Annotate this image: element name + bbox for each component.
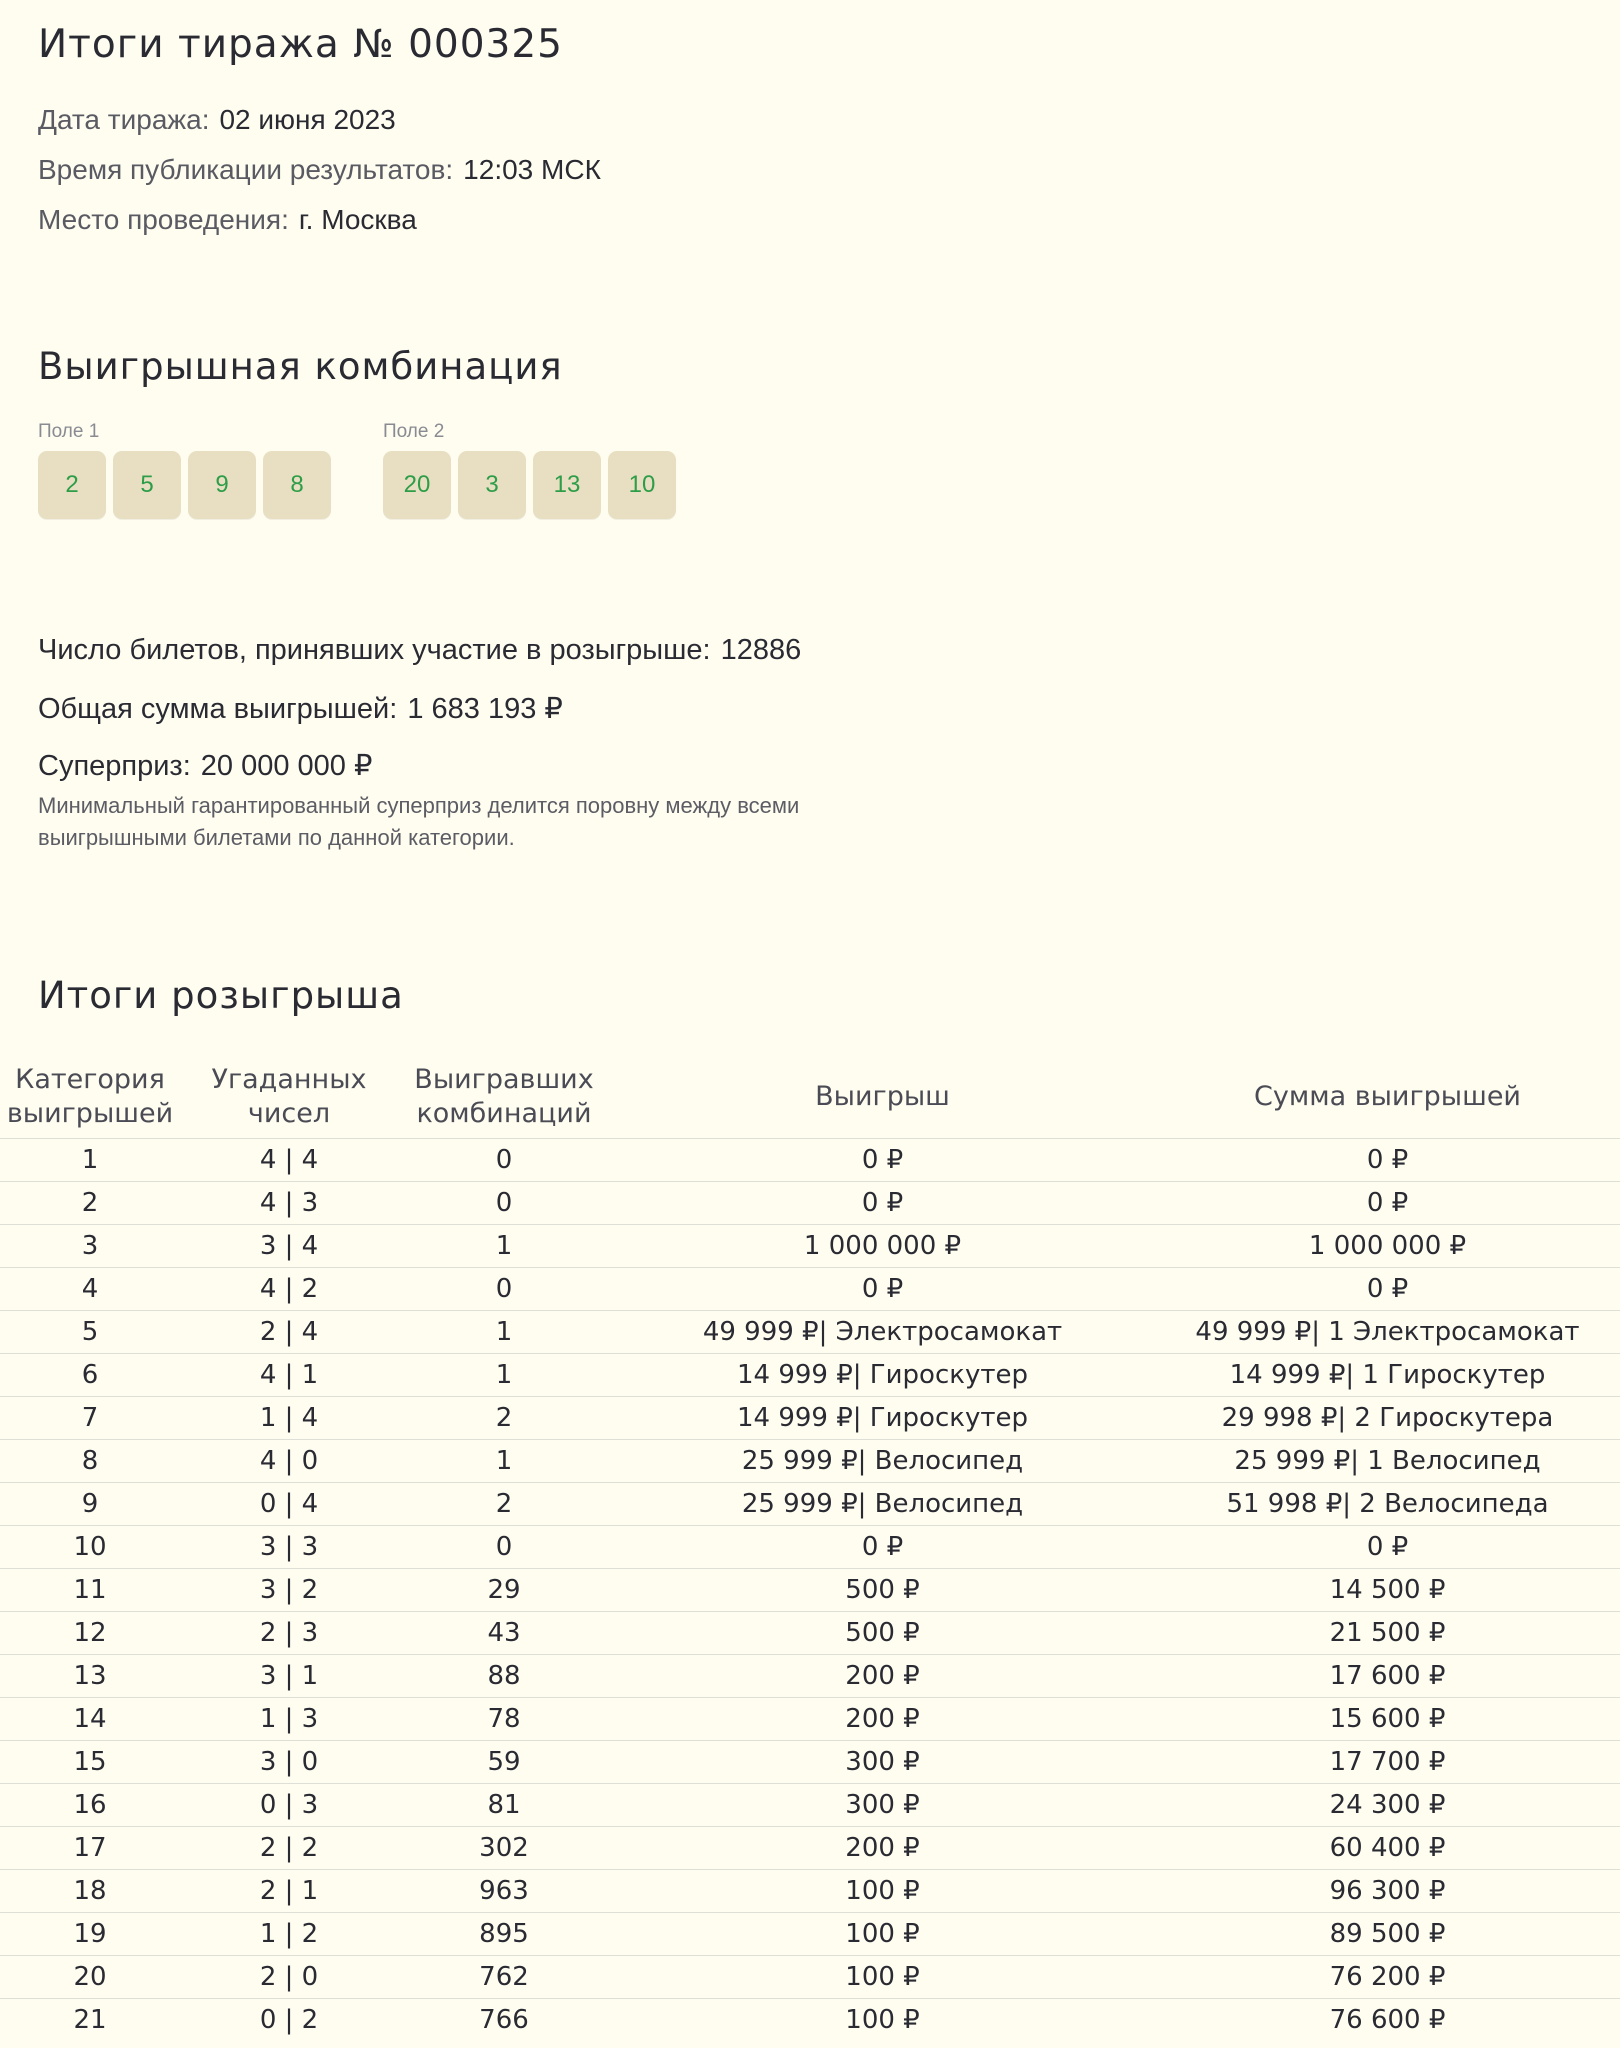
cell-category: 16 [0,1784,180,1827]
cell-guessed: 4 | 3 [180,1182,398,1225]
total-winnings-label: Общая сумма выигрышей: [38,693,398,725]
cell-prize-total: 96 300 ₽ [1155,1870,1620,1913]
cell-prize: 300 ₽ [610,1784,1155,1827]
cell-prize-total: 14 500 ₽ [1155,1569,1620,1612]
field1-balls [38,451,331,519]
page-title: Итоги тиража № 000325 [38,22,563,67]
cell-category: 5 [0,1311,180,1354]
table-row [0,1569,1620,1612]
total-winnings-value: 1 683 193 ₽ [407,693,563,725]
cell-winning-combos: 1 [398,1225,610,1268]
cell-guessed: 0 | 2 [180,1999,398,2042]
tickets-count [38,634,801,667]
table-row [0,1655,1620,1698]
table-row [0,1268,1620,1311]
cell-guessed: 2 | 3 [180,1612,398,1655]
combination-title: Выигрышная комбинация [38,345,563,388]
cell-prize-total: 17 700 ₽ [1155,1741,1620,1784]
col-header-guessed: Угаданных чисел [211,1064,367,1129]
table-row [0,1784,1620,1827]
cell-guessed: 3 | 3 [180,1526,398,1569]
table-row [0,1741,1620,1784]
cell-winning-combos: 302 [398,1827,610,1870]
cell-winning-combos: 43 [398,1612,610,1655]
cell-prize: 49 999 ₽| Электросамокат [610,1311,1155,1354]
cell-category: 20 [0,1956,180,1999]
cell-prize-total: 21 500 ₽ [1155,1612,1620,1655]
cell-winning-combos: 0 [398,1182,610,1225]
cell-winning-combos: 59 [398,1741,610,1784]
cell-winning-combos: 78 [398,1698,610,1741]
cell-category: 21 [0,1999,180,2042]
cell-category: 3 [0,1225,180,1268]
table-row [0,1311,1620,1354]
field2-balls [383,451,676,519]
draw-date-label: Дата тиража: [38,104,210,135]
cell-guessed: 4 | 4 [180,1139,398,1182]
cell-category: 9 [0,1483,180,1526]
table-row [0,1440,1620,1483]
publication-time [38,154,601,186]
cell-winning-combos: 1 [398,1354,610,1397]
cell-prize-total: 14 999 ₽| 1 Гироскутер [1155,1354,1620,1397]
table-row [0,1483,1620,1526]
cell-guessed: 3 | 0 [180,1741,398,1784]
cell-prize-total: 0 ₽ [1155,1182,1620,1225]
table-row [0,1397,1620,1440]
tickets-count-value: 12886 [720,634,802,666]
ball: 10 [608,451,676,519]
cell-prize: 100 ₽ [610,1870,1155,1913]
cell-prize-total: 24 300 ₽ [1155,1784,1620,1827]
tickets-count-label: Число билетов, принявших участие в розыгрыше: [38,634,711,666]
table-row [0,1182,1620,1225]
cell-category: 15 [0,1741,180,1784]
ball: 2 [38,451,106,519]
superprize-value: 20 000 000 ₽ [200,750,373,782]
cell-prize-total: 76 200 ₽ [1155,1956,1620,1999]
cell-winning-combos: 29 [398,1569,610,1612]
table-row [0,1354,1620,1397]
cell-category: 10 [0,1526,180,1569]
cell-category: 6 [0,1354,180,1397]
cell-winning-combos: 0 [398,1526,610,1569]
cell-prize-total: 15 600 ₽ [1155,1698,1620,1741]
ball: 13 [533,451,601,519]
cell-winning-combos: 1 [398,1311,610,1354]
cell-guessed: 3 | 1 [180,1655,398,1698]
table-header-row [0,1056,1620,1139]
cell-guessed: 4 | 1 [180,1354,398,1397]
cell-category: 18 [0,1870,180,1913]
cell-prize: 200 ₽ [610,1698,1155,1741]
cell-guessed: 1 | 3 [180,1698,398,1741]
draw-place-value: г. Москва [298,204,417,235]
cell-prize-total: 51 998 ₽| 2 Велосипеда [1155,1483,1620,1526]
cell-prize: 0 ₽ [610,1526,1155,1569]
draw-place-label: Место проведения: [38,204,289,235]
publication-time-value: 12:03 МСК [463,154,601,185]
cell-prize: 25 999 ₽| Велосипед [610,1440,1155,1483]
col-header-winning-combos: Выигравших комбинаций [414,1064,594,1129]
cell-category: 14 [0,1698,180,1741]
cell-prize: 100 ₽ [610,1999,1155,2042]
cell-winning-combos: 963 [398,1870,610,1913]
cell-category: 7 [0,1397,180,1440]
cell-category: 12 [0,1612,180,1655]
cell-prize: 14 999 ₽| Гироскутер [610,1354,1155,1397]
draw-date [38,104,396,136]
cell-category: 1 [0,1139,180,1182]
ball: 20 [383,451,451,519]
cell-prize: 200 ₽ [610,1827,1155,1870]
cell-winning-combos: 2 [398,1397,610,1440]
cell-prize-total: 0 ₽ [1155,1526,1620,1569]
cell-prize-total: 76 600 ₽ [1155,1999,1620,2042]
field2-label: Поле 2 [383,421,445,442]
cell-category: 17 [0,1827,180,1870]
cell-prize: 300 ₽ [610,1741,1155,1784]
cell-category: 19 [0,1913,180,1956]
table-row [0,1999,1620,2042]
cell-winning-combos: 88 [398,1655,610,1698]
cell-category: 8 [0,1440,180,1483]
cell-prize-total: 25 999 ₽| 1 Велосипед [1155,1440,1620,1483]
cell-guessed: 2 | 0 [180,1956,398,1999]
table-row [0,1913,1620,1956]
cell-prize: 100 ₽ [610,1956,1155,1999]
cell-category: 4 [0,1268,180,1311]
cell-winning-combos: 895 [398,1913,610,1956]
table-row [0,1526,1620,1569]
col-header-prize: Выигрыш [815,1081,950,1112]
cell-prize: 0 ₽ [610,1268,1155,1311]
table-row [0,1870,1620,1913]
cell-winning-combos: 766 [398,1999,610,2042]
cell-guessed: 4 | 0 [180,1440,398,1483]
cell-category: 2 [0,1182,180,1225]
cell-guessed: 1 | 2 [180,1913,398,1956]
cell-winning-combos: 762 [398,1956,610,1999]
cell-prize: 500 ₽ [610,1569,1155,1612]
cell-guessed: 2 | 4 [180,1311,398,1354]
cell-prize: 0 ₽ [610,1139,1155,1182]
table-row [0,1612,1620,1655]
cell-prize-total: 60 400 ₽ [1155,1827,1620,1870]
draw-date-value: 02 июня 2023 [219,104,396,135]
superprize-note: Минимальный гарантированный суперприз делится поровну между всеми выигрышными билетами по данной категории. [38,793,800,850]
superprize [38,748,372,783]
draw-place [38,204,417,236]
field1-label: Поле 1 [38,421,100,442]
total-winnings [38,691,563,726]
cell-guessed: 3 | 2 [180,1569,398,1612]
results-title: Итоги розыгрыша [38,974,404,1017]
cell-prize-total: 0 ₽ [1155,1268,1620,1311]
results-table [0,1056,1620,2041]
cell-prize-total: 89 500 ₽ [1155,1913,1620,1956]
table-row [0,1139,1620,1182]
publication-time-label: Время публикации результатов: [38,154,454,185]
cell-prize: 1 000 000 ₽ [610,1225,1155,1268]
cell-prize: 100 ₽ [610,1913,1155,1956]
cell-prize: 25 999 ₽| Велосипед [610,1483,1155,1526]
cell-prize: 200 ₽ [610,1655,1155,1698]
ball: 5 [113,451,181,519]
cell-guessed: 0 | 4 [180,1483,398,1526]
cell-prize-total: 0 ₽ [1155,1139,1620,1182]
cell-guessed: 3 | 4 [180,1225,398,1268]
col-header-prize-total: Сумма выигрышей [1254,1081,1521,1112]
cell-winning-combos: 2 [398,1483,610,1526]
table-row [0,1827,1620,1870]
cell-prize: 14 999 ₽| Гироскутер [610,1397,1155,1440]
cell-guessed: 0 | 3 [180,1784,398,1827]
cell-prize-total: 49 999 ₽| 1 Электросамокат [1155,1311,1620,1354]
ball: 3 [458,451,526,519]
table-row [0,1956,1620,1999]
cell-winning-combos: 0 [398,1139,610,1182]
table-row [0,1225,1620,1268]
cell-prize: 500 ₽ [610,1612,1155,1655]
ball: 9 [188,451,256,519]
cell-winning-combos: 1 [398,1440,610,1483]
cell-prize-total: 29 998 ₽| 2 Гироскутера [1155,1397,1620,1440]
superprize-label: Суперприз: [38,750,191,782]
cell-guessed: 1 | 4 [180,1397,398,1440]
cell-category: 11 [0,1569,180,1612]
cell-prize-total: 17 600 ₽ [1155,1655,1620,1698]
cell-guessed: 2 | 1 [180,1870,398,1913]
ball: 8 [263,451,331,519]
cell-prize-total: 1 000 000 ₽ [1155,1225,1620,1268]
cell-winning-combos: 81 [398,1784,610,1827]
cell-prize: 0 ₽ [610,1182,1155,1225]
col-header-category: Категория выигрышей [6,1064,174,1129]
cell-guessed: 2 | 2 [180,1827,398,1870]
cell-guessed: 4 | 2 [180,1268,398,1311]
results-table-body [0,1139,1620,2042]
table-row [0,1698,1620,1741]
cell-winning-combos: 0 [398,1268,610,1311]
cell-category: 13 [0,1655,180,1698]
